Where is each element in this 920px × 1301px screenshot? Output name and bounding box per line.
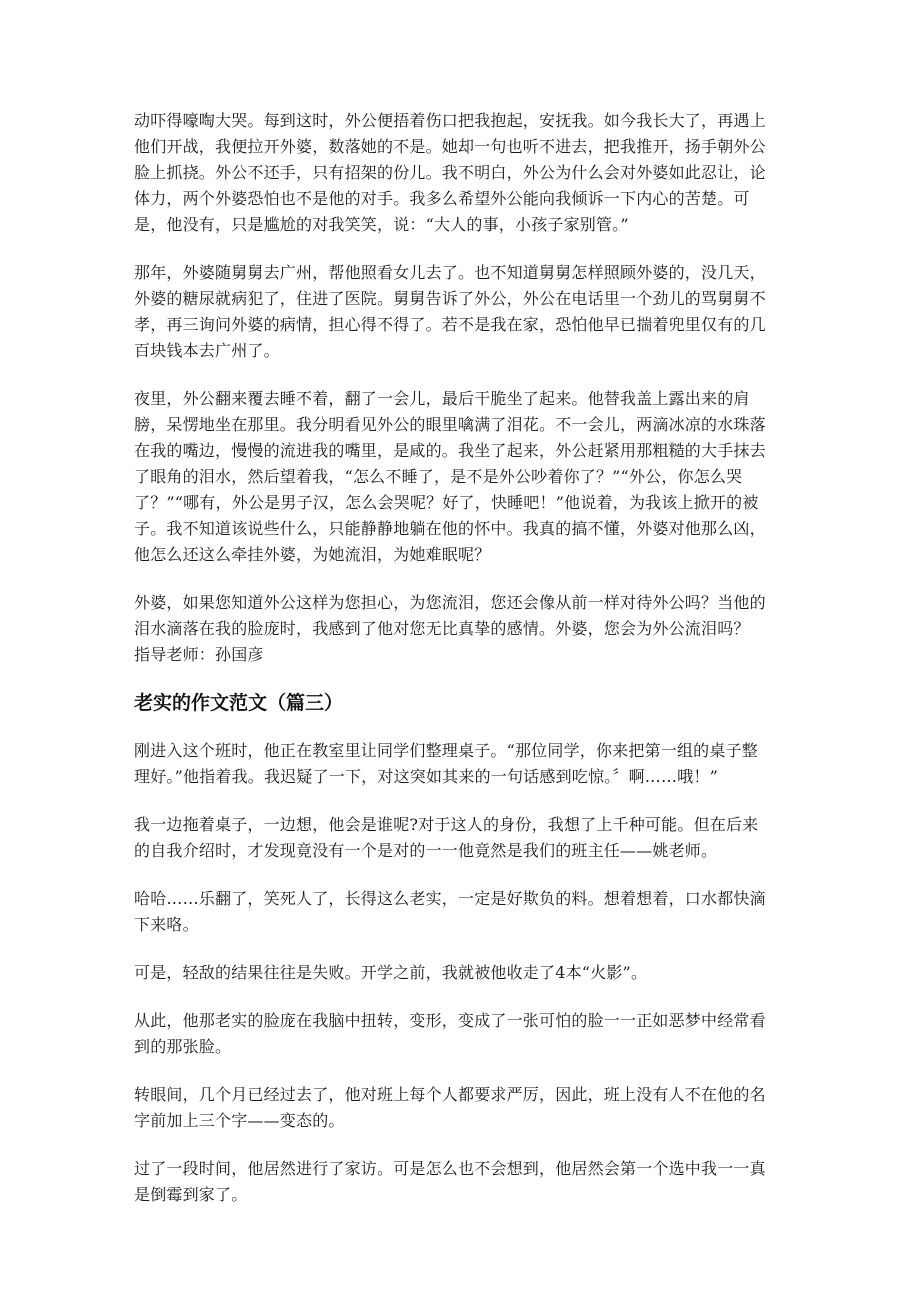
document-page — [134, 108, 774, 1230]
paragraph-grandpa-tolerance: 动吓得嚎啕大哭。每到这时，外公便捂着伤口把我抱起，安抚我。如今我长大了，再遇上他们开战，我便拉开外婆，数落她的不是。她却一句也听不进去，把我推开，扬手朝外公脸上抓挠。外公不还手，只有招架的份儿。我不明白，外公为什么会对外婆如此忍让，论体力，两个外婆恐怕也不是他的对手。我多么希望外公能向我倾诉一下内心的苦楚。可是，他没有，只是尴尬的对我笑笑，说：“大人的事，小孩子家别管。” — [134, 111, 766, 234]
paragraph-first-meeting: 刚进入这个班时，他正在教室里让同学们整理桌子。“那位同学，你来把第一组的桌子整理好。”他指着我。我迟疑了一下，对这突如其来的一句话感到吃惊。〞啊……哦！” — [134, 741, 758, 786]
section-heading: 老实的作文范文（篇三） — [134, 692, 344, 714]
teacher-credit: 指导老师：孙国彦 — [134, 645, 264, 664]
paragraph-home-visit: 过了一段时间，他居然进行了家访。可是怎么也不会想到，他居然会第一个选中我一一真是倒霉到家了。 — [134, 1159, 766, 1204]
paragraph-identity-guess: 我一边拖着桌子，一边想，他会是谁呢?对于这人的身份，我想了上千种可能。但在后来的自我介绍时，才发现竟没有一个是对的一一他竟然是我们的班主任——姚老师。 — [134, 815, 759, 860]
paragraph-closing-question: 外婆，如果您知道外公这样为您担心，为您流泪，您还会像从前一样对待外公吗？当他的泪水滴落在我的脸庞时，我感到了他对您无比真挚的感情。外婆，您会为外公流泪吗？ — [134, 593, 766, 638]
paragraph-night-tears: 夜里，外公翻来覆去睡不着，翻了一会儿，最后干脆坐了起来。他替我盖上露出来的肩膀，呆愣地坐在那里。我分明看见外公的眼里噙满了泪花。不一会儿，两滴冰凉的水珠落在我的嘴边，慢慢的流进我的嘴里，是咸的。我坐了起来，外公赶紧用那粗糙的大手抹去了眼角的泪水，然后望着我，“怎么不睡了，是不是外公吵着你了？”“外公，你怎么哭了？”“哪有，外公是男子汉，怎么会哭呢？好了，快睡吧！”他说着，为我该上掀开的被子。我不知道该说些什么，只能静静地躺在他的怀中。我真的搞不懂，外婆对他那么凶，他怎么还这么牵挂外婆，为她流泪，为她难眠呢？ — [134, 389, 766, 564]
paragraph-strict-teacher: 转眼间，几个月已经过去了，他对班上每个人都要求严厉，因此，班上没有人不在他的名字前加上三个字——变态的。 — [134, 1085, 766, 1130]
paragraph-guangzhou-trip: 那年，外婆随舅舅去广州，帮他照看女儿去了。也不知道舅舅怎样照顾外婆的，没几天，外婆的糖尿就病犯了，住进了医院。舅舅告诉了外公，外公在电话里一个劲儿的骂舅舅不孝，再三询问外婆的病情，担心得不得了。若不是我在家，恐怕他早已揣着兜里仅有的几百块钱本去广州了。 — [134, 263, 766, 360]
paragraph-scary-face: 从此，他那老实的脸庞在我脑中扭转，变形，变成了一张可怕的脸一一正如恶梦中经常看到的那张脸。 — [134, 1011, 766, 1056]
paragraph-laughing: 哈哈……乐翻了，笑死人了，长得这么老实，一定是好欺负的料。想着想着，口水都快滴下来咯。 — [134, 889, 766, 934]
paragraph-confiscated: 可是，轻敌的结果往往是失败。开学之前，我就被他收走了4本“火影”。 — [134, 963, 648, 982]
